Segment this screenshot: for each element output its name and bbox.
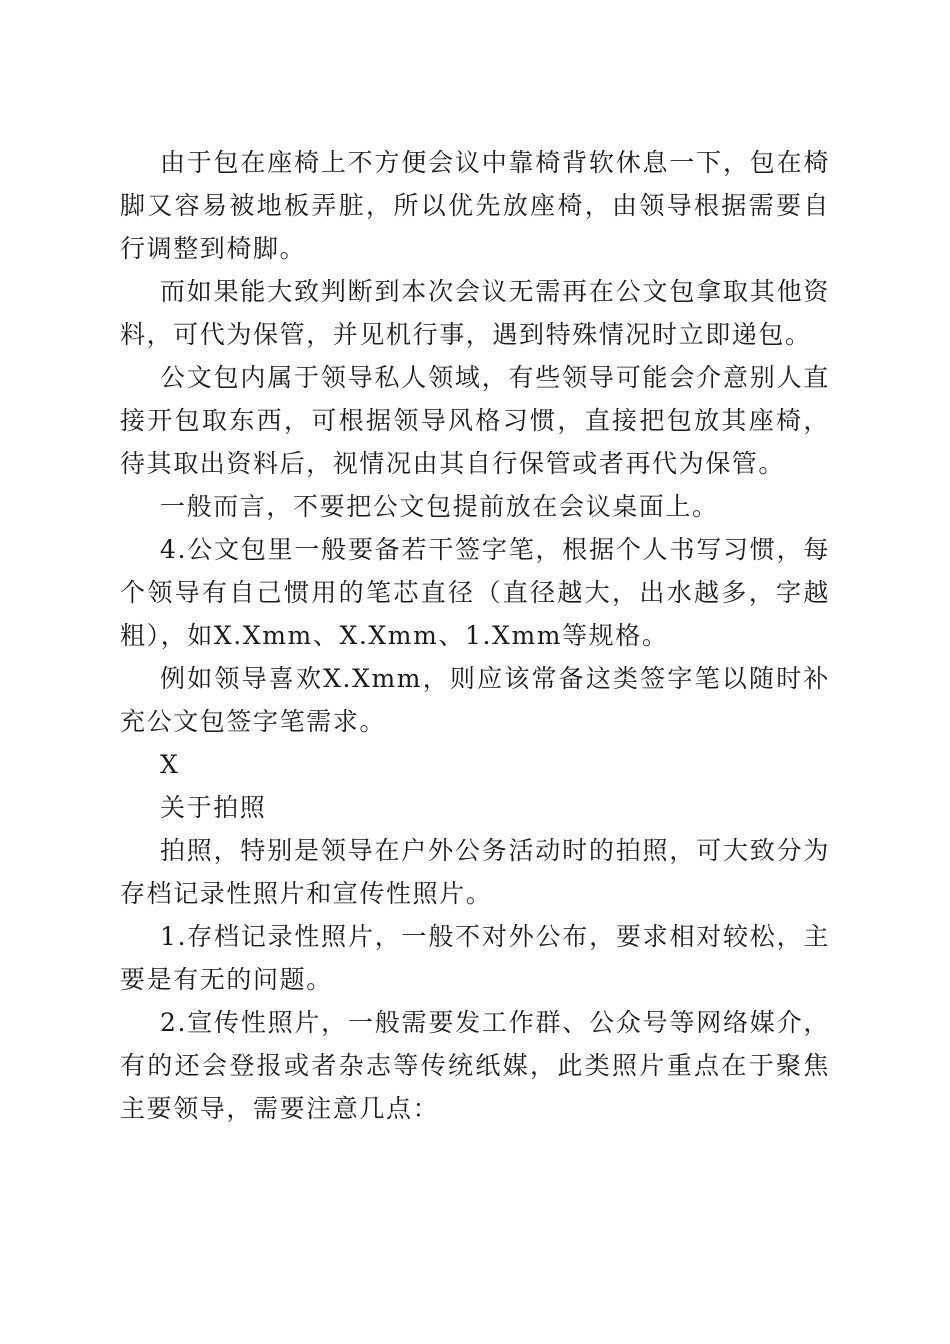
paragraph: 拍照，特别是领导在户外公务活动时的拍照，可大致分为存档记录性照片和宣传性照片。 <box>120 836 830 908</box>
paragraph: 4.公文包里一般要备若干签字笔，根据个人书写习惯，每个领导有自己惯用的笔芯直径（直径越大，出水越多，字越粗），如X.Xmm、X.Xmm、1.Xmm等规格。 <box>120 535 830 650</box>
paragraph: 公文包内属于领导私人领域，有些领导可能会介意别人直接开包取东西，可根据领导风格习惯，直接把包放其座椅，待其取出资料后，视情况由其自行保管或者再代为保管。 <box>120 363 830 478</box>
section-marker: X <box>160 750 180 779</box>
section-heading: 关于拍照 <box>160 793 267 822</box>
paragraph: 由于包在座椅上不方便会议中靠椅背软休息一下，包在椅脚又容易被地板弄脏，所以优先放座椅，由领导根据需要自行调整到椅脚。 <box>120 148 830 263</box>
paragraph: 一般而言，不要把公文包提前放在会议桌面上。 <box>160 492 719 521</box>
document-body <box>120 141 830 1130</box>
paragraph: 而如果能大致判断到本次会议无需再在公文包拿取其他资料，可代为保管，并见机行事，遇到特殊情况时立即递包。 <box>120 277 830 349</box>
paragraph: 2.宣传性照片，一般需要发工作群、公众号等网络媒介，有的还会登报或者杂志等传统纸媒，此类照片重点在于聚焦主要领导，需要注意几点： <box>120 1008 830 1123</box>
paragraph: 例如领导喜欢X.Xmm，则应该常备这类签字笔以随时补充公文包签字笔需求。 <box>120 664 830 736</box>
paragraph: 1.存档记录性照片，一般不对外公布，要求相对较松，主要是有无的问题。 <box>120 922 830 994</box>
